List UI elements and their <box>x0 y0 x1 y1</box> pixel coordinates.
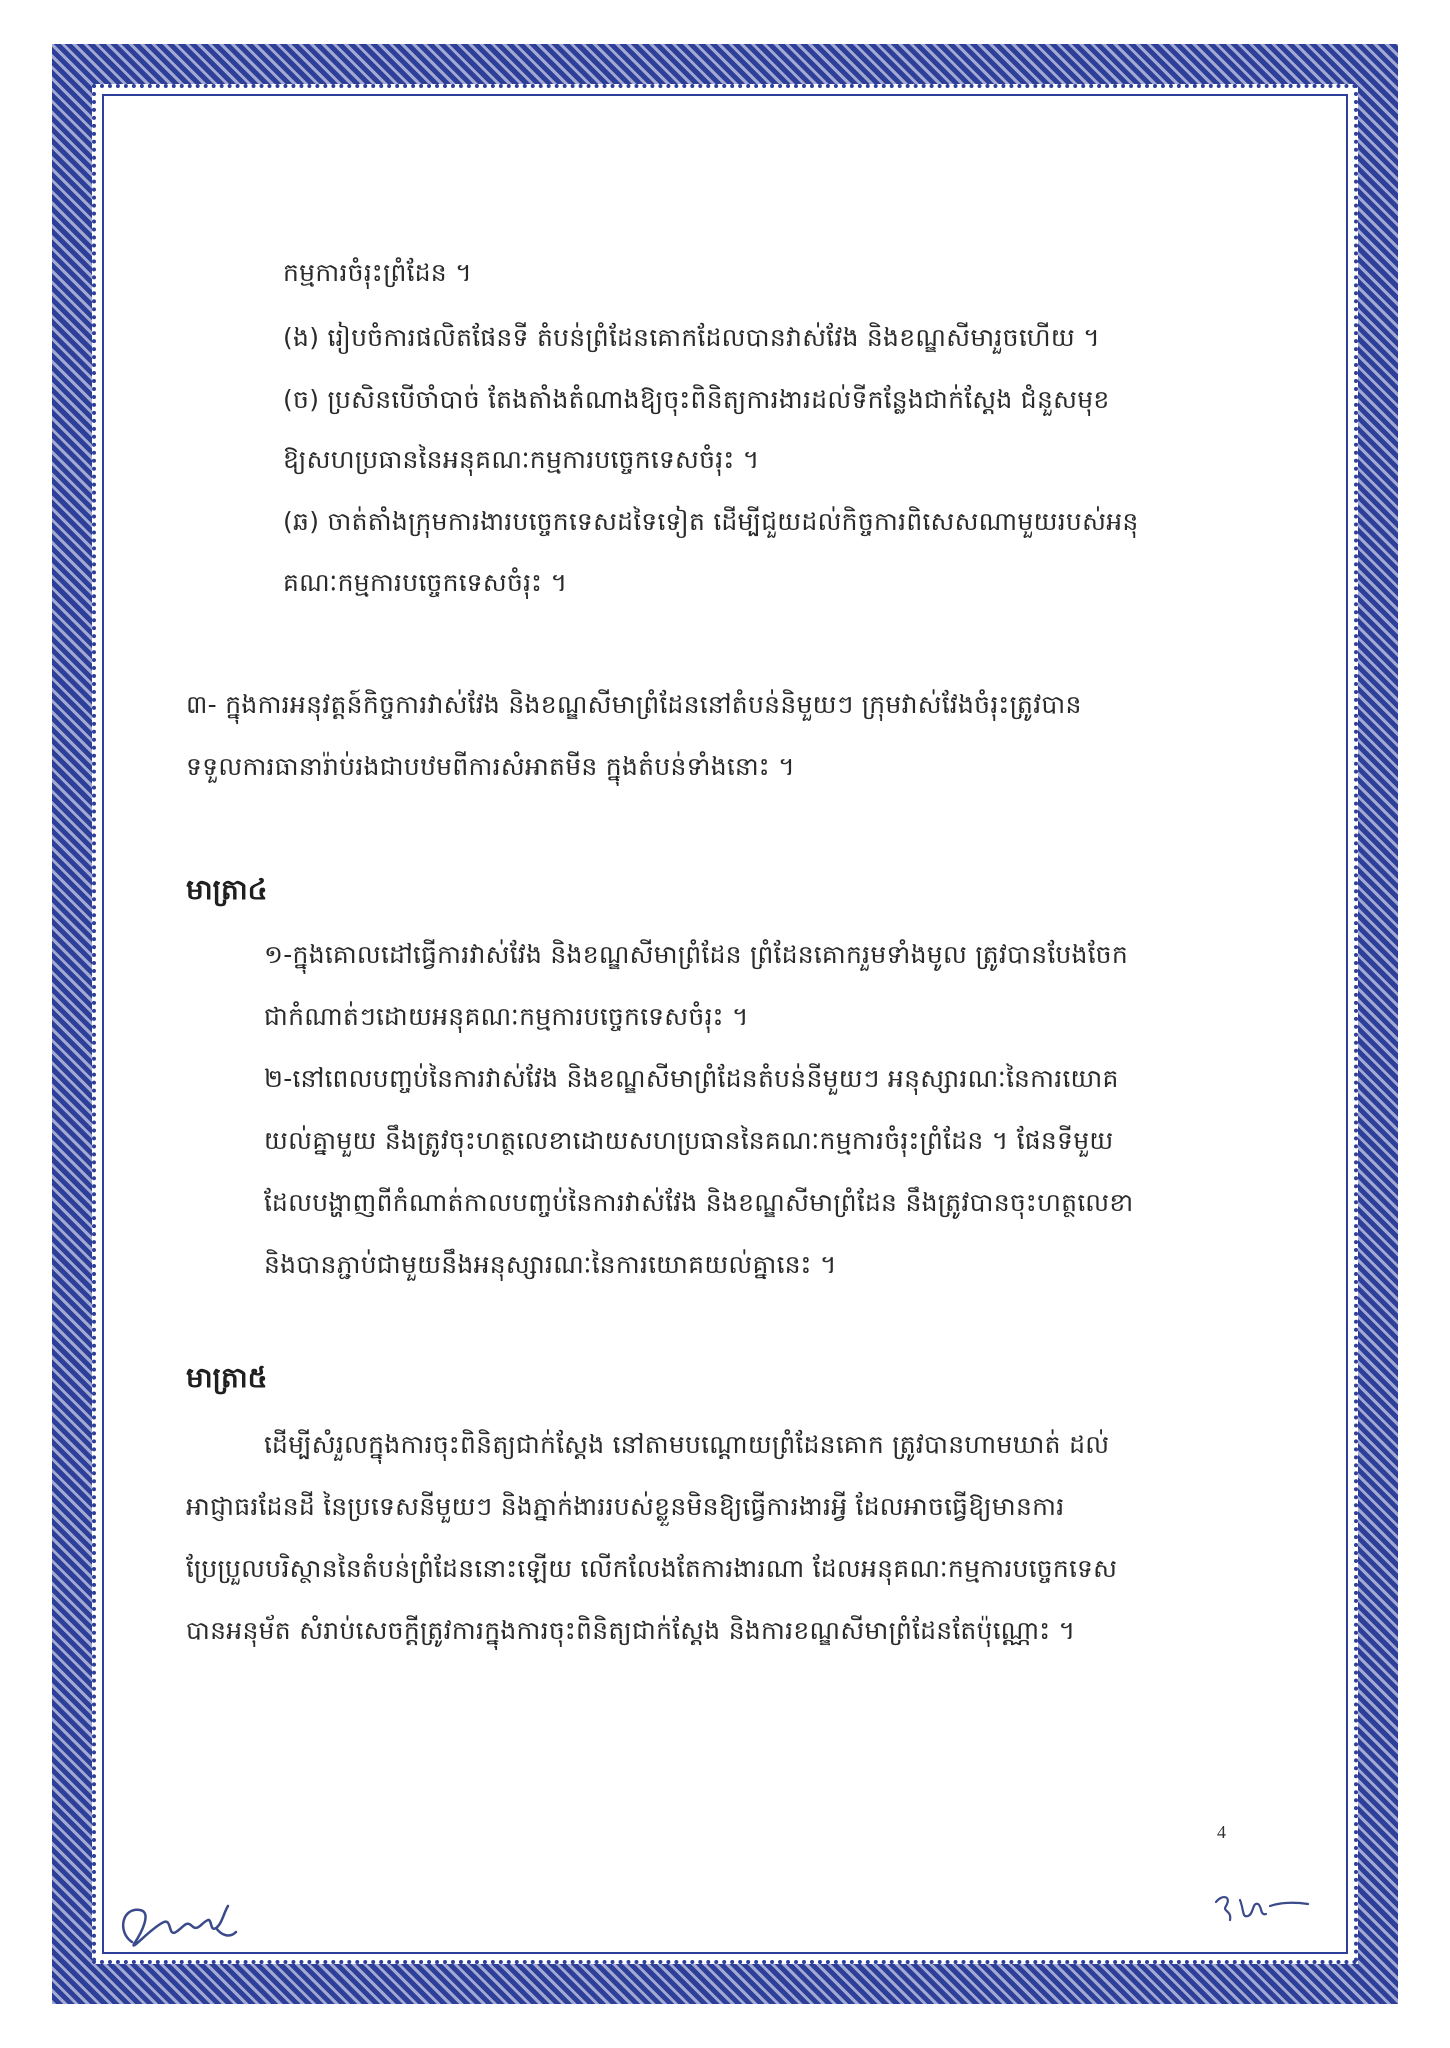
signature-right <box>1208 1880 1318 1940</box>
signature-left <box>112 1892 262 1962</box>
item-ng: (ង) រៀបចំការផលិតផែនទី តំបន់ព្រំដែនគោកដែលបានវាស់វែង និងខណ្ឌសីមារួចហើយ ។ <box>283 323 1100 352</box>
article-4-heading: មាត្រា៤ <box>186 873 268 906</box>
article-5-line2: អាជ្ញាធរដែនដី នៃប្រទេសនីមួយៗ និងភ្នាក់ងាររបស់ខ្លួនមិនឱ្យធ្វើការងារអ្វី ដែលអាចធ្វើឱ្យមានការ <box>186 1492 1065 1521</box>
page-number: 4 <box>1217 1822 1226 1842</box>
article-4-p2-line3: ដែលបង្ហាញពីកំណាត់កាលបញ្ចប់នៃការវាស់វែង និងខណ្ឌសីមាព្រំដែន នឹងត្រូវបានចុះហត្ថលេខា <box>264 1188 1134 1217</box>
paragraph-3-line1: ៣- ក្នុងការអនុវត្តន៍កិច្ចការវាស់វែង និងខណ្ឌសីមាព្រំដែននៅតំបន់និមួយៗ ក្រុមវាស់វែងចំរុះត្រូវបាន <box>186 690 1082 719</box>
article-4-p2-line1: ២-នៅពេលបញ្ចប់នៃការវាស់វែង និងខណ្ឌសីមាព្រំដែនតំបន់នីមួយៗ អនុស្សារណៈនៃការយោគ <box>264 1064 1119 1093</box>
item-ch-line1: (ច) ប្រសិនបើចាំបាច់ តែងតាំងតំណាងឱ្យចុះពិនិត្យការងារដល់ទីកន្លែងជាក់ស្តែង ជំនួសមុខ <box>283 385 1110 414</box>
article-4-p1-line1: ១-ក្នុងគោលដៅធ្វើការវាស់វែង និងខណ្ឌសីមាព្រំដែន ព្រំដែនគោករួមទាំងមូល ត្រូវបានបែងចែក <box>264 940 1128 969</box>
item-chh-line1: (ឆ) ចាត់តាំងក្រុមការងារបច្ចេកទេសដទៃទៀត ដើម្បីជួយដល់កិច្ចការពិសេសណាមួយរបស់អនុ <box>283 507 1139 536</box>
item-ch-line2: ឱ្យសហប្រធាននៃអនុគណៈកម្មការបច្ចេកទេសចំរុះ ។ <box>283 445 760 474</box>
article-4-p2-line2: យល់គ្នាមួយ នឹងត្រូវចុះហត្ថលេខាដោយសហប្រធាននៃគណៈកម្មការចំរុះព្រំដែន ។ ផែនទីមួយ <box>264 1126 1114 1155</box>
item-chh-line2: គណៈកម្មការបច្ចេកទេសចំរុះ ។ <box>283 568 568 597</box>
article-5-line4: បានអនុម័ត សំរាប់សេចក្តីត្រូវការក្នុងការចុះពិនិត្យជាក់ស្តែង និងការខណ្ឌសីមាព្រំដែនតែប៉ុណ្ណោះ ។ <box>186 1616 1076 1645</box>
article-5-line1: ដើម្បីសំរួលក្នុងការចុះពិនិត្យជាក់ស្តែង នៅតាមបណ្តោយព្រំដែនគោក ត្រូវបានហាមឃាត់ ដល់ <box>264 1430 1110 1459</box>
paragraph-3-line2: ទទួលការធានារ៉ាប់រងជាបឋមពីការសំអាតមីន ក្នុងតំបន់ទាំងនោះ ។ <box>186 752 795 781</box>
continuation-line: កម្មការចំរុះព្រំដែន ។ <box>283 258 472 287</box>
article-5-heading: មាត្រា៥ <box>186 1361 268 1394</box>
article-4-p1-line2: ជាកំណាត់ៗដោយអនុគណៈកម្មការបច្ចេកទេសចំរុះ ។ <box>264 1002 749 1031</box>
article-5-line3: ប្រែប្រួលបរិស្ថាននៃតំបន់ព្រំដែននោះឡើយ លើកលែងតែការងារណា ដែលអនុគណៈកម្មការបច្ចេកទេស <box>186 1554 1118 1583</box>
article-4-p2-line4: និងបានភ្ជាប់ជាមួយនឹងអនុស្សារណៈនៃការយោគយល់គ្នានេះ ។ <box>264 1250 837 1279</box>
